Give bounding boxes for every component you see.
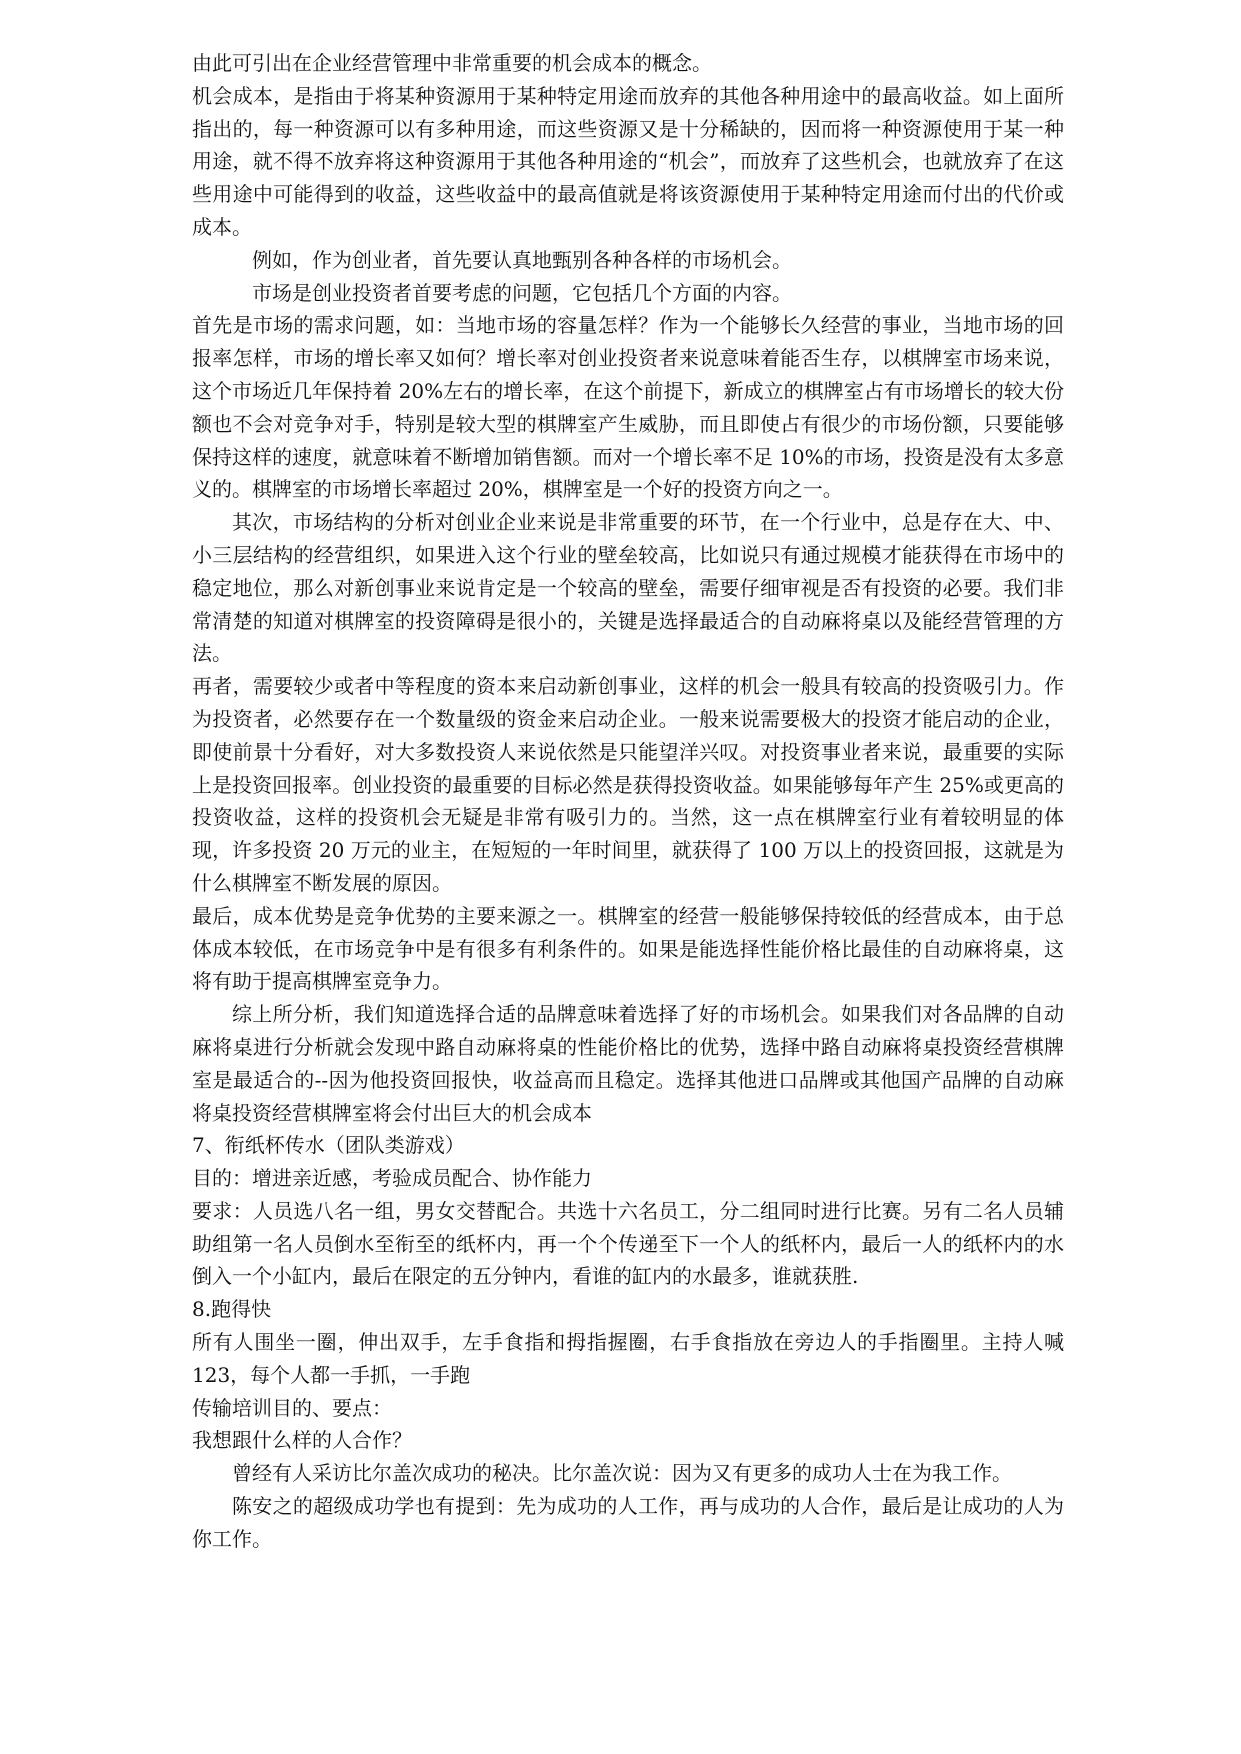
paragraph-game-7-rules: 要求：人员选八名一组，男女交替配合。共选十六名员工，分二组同时进行比赛。另有二名人员辅助组第一名人员倒水至衔至的纸杯内，再一个个传递至下一个人的纸杯内，最后一人的纸杯内的水倒入一个小缸内，最后在限定的五分钟内，看谁的缸内的水最多，谁就获胜. <box>192 1198 1064 1289</box>
heading-game-7: 7、衔纸杯传水（团队类游戏） <box>192 1133 465 1158</box>
paragraph-example: 例如，作为创业者，首先要认真地甄别各种各样的市场机会。 <box>252 247 792 272</box>
paragraph-opportunity-cost-intro: 由此可引出在企业经营管理中非常重要的机会成本的概念。 <box>192 51 712 75</box>
paragraph-game-8-rules: 所有人围坐一圈，伸出双手，左手食指和拇指握圈，右手食指放在旁边人的手指圈里。主持人喊 123，每个人都一手抓，一手跑 <box>192 1330 1064 1387</box>
paragraph-opportunity-cost-definition: 机会成本，是指由于将某种资源用于某种特定用途而放弃的其他各种用途中的最高收益。如上面所指出的，每一种资源可以有多种用途，而这些资源又是十分稀缺的，因而将一种资源使用于某一种用途，就不得不放弃将这种资源用于其他各种用途的“机会”，而放弃了这些机会，也就放弃了在这些用途中可能得到的收益，这些收益中的最高值就是将该资源使用于某种特定用途而付出的代价或成本。 <box>192 83 1064 239</box>
paragraph-market-structure: 其次，市场结构的分析对创业企业来说是非常重要的环节，在一个行业中，总是存在大、中、小三层结构的经营组织，如果进入这个行业的壁垒较高，比如说只有通过规模才能获得在市场中的稳定地位，那么对新创事业来说肯定是一个较高的壁垒，需要仔细审视是否有投资的必要。我们非常清楚的知道对棋牌室的投资障碍是很小的，关键是选择最适合的自动麻将桌以及能经营管理的方法。 <box>192 510 1064 666</box>
paragraph-market-intro: 市场是创业投资者首要考虑的问题，它包括几个方面的内容。 <box>252 280 792 305</box>
paragraph-conclusion: 综上所分析，我们知道选择合适的品牌意味着选择了好的市场机会。如果我们对各品牌的自动麻将桌进行分析就会发现中路自动麻将桌的性能价格比的优势，选择中路自动麻将桌投资经营棋牌室是最适合的--因为他投资回报快，收益高而且稳定。选择其他进口品牌或其他国产品牌的自动麻将桌投资经营棋牌室将会付出巨大的机会成本 <box>192 1002 1064 1125</box>
paragraph-training-purpose: 传输培训目的、要点： <box>192 1395 392 1420</box>
heading-game-8: 8.跑得快 <box>192 1297 272 1322</box>
document-body <box>192 47 1064 1556</box>
paragraph-question: 我想跟什么样的人合作？ <box>192 1428 412 1453</box>
paragraph-game-7-purpose: 目的：增进亲近感，考验成员配合、协作能力 <box>192 1166 592 1191</box>
paragraph-capital-requirement: 再者，需要较少或者中等程度的资本来启动新创事业，这样的机会一般具有较高的投资吸引力。作为投资者，必然要存在一个数量级的资金来启动企业。一般来说需要极大的投资才能启动的企业，即使前景十分看好，对大多数投资人来说依然是只能望洋兴叹。对投资事业者来说，最重要的实际上是投资回报率。创业投资的最重要的目标必然是获得投资收益。如果能够每年产生 25%或更高的投资收益，这样的投资机会无疑是非常有吸引力的。当然，这一点在棋牌室行业有着较明显的体现，许多投资 20 万元的业主，在短短的一年时间里，就获得了 100 万以上的投资回报，这就是为什么棋牌室不断发展的原因。 <box>192 674 1064 895</box>
paragraph-success-study: 陈安之的超级成功学也有提到：先为成功的人工作，再与成功的人合作，最后是让成功的人为你工作。 <box>192 1494 1064 1551</box>
paragraph-market-demand: 首先是市场的需求问题，如：当地市场的容量怎样？作为一个能够长久经营的事业，当地市场的回报率怎样，市场的增长率又如何？增长率对创业投资者来说意味着能否生存，以棋牌室市场来说，这个市场近几年保持着 20%左右的增长率，在这个前提下，新成立的棋牌室占有市场增长的较大份额也不会对竞争对手，特别是较大型的棋牌室产生威胁，而且即使占有很少的市场份额，只要能够保持这样的速度，就意味着不断增加销售额。而对一个增长率不足 10%的市场，投资是没有太多意义的。棋牌室的市场增长率超过 20%，棋牌室是一个好的投资方向之一。 <box>192 313 1064 502</box>
paragraph-bill-gates-quote: 曾经有人采访比尔盖次成功的秘决。比尔盖次说：因为又有更多的成功人士在为我工作。 <box>232 1461 1012 1486</box>
paragraph-cost-advantage: 最后，成本优势是竞争优势的主要来源之一。棋牌室的经营一般能够保持较低的经营成本，由于总体成本较低，在市场竞争中是有很多有利条件的。如果是能选择性能价格比最佳的自动麻将桌，这将有助于提高棋牌室竞争力。 <box>192 903 1064 994</box>
